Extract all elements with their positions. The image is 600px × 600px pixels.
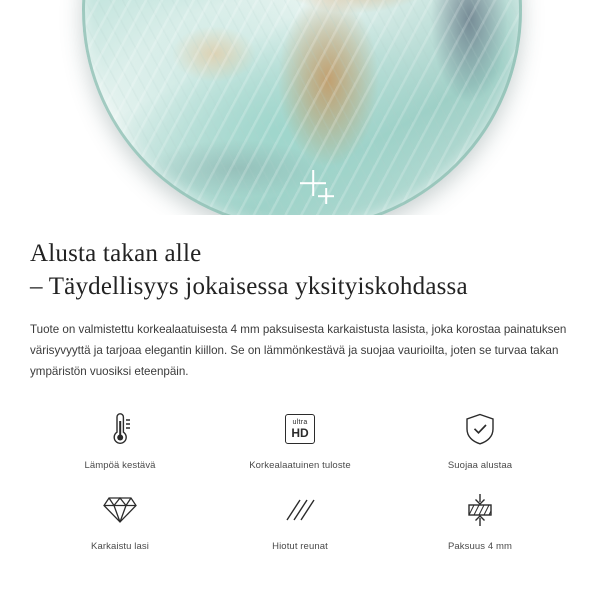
feature-item-tempered-glass: [30, 489, 210, 552]
feature-label: Lämpöä kestävä: [84, 460, 156, 471]
feature-grid: [30, 408, 570, 552]
description-paragraph: Tuote on valmistettu korkealaatuisesta 4 mm paksuisesta karkaistusta lasista, joka korostaa painatuksen värisyvyyttä ja tarjoaa elegantin kiillon. Se on lämmönkestävä ja suojaa vaurioilta, joten se turvaa takan ympäristön vuosiksi eteenpäin.: [30, 323, 567, 378]
thermometer-icon: [103, 408, 137, 450]
ultra-hd-bottom-text: HD: [291, 426, 309, 440]
thickness-arrows-icon: [463, 489, 497, 531]
headline-line-1: Alusta takan alle: [30, 240, 202, 267]
feature-item-thickness: [390, 489, 570, 552]
feature-label: Korkealaatuinen tuloste: [249, 460, 351, 471]
page-title: [30, 237, 570, 303]
diamond-icon: [103, 489, 137, 531]
hero-image-section: [0, 0, 600, 215]
feature-item-high-quality-print: [210, 408, 390, 471]
feature-label: Karkaistu lasi: [91, 541, 149, 552]
feature-label: Paksuus 4 mm: [447, 541, 513, 552]
feature-item-protects-surface: [390, 408, 570, 471]
feature-label: Suojaa alustaa: [447, 460, 513, 471]
content-section: [0, 237, 600, 552]
headline-line-2: – Täydellisyys jokaisessa yksityiskohdassa: [30, 273, 468, 300]
shield-check-icon: [464, 408, 496, 450]
feature-item-polished-edges: [210, 489, 390, 552]
feature-item-heat-resistant: [30, 408, 210, 471]
feature-label: Hiotut reunat: [272, 541, 328, 552]
polished-edges-icon: [283, 489, 317, 531]
ultra-hd-top-text: ultra: [292, 419, 308, 426]
ultra-hd-icon: [285, 408, 315, 450]
marble-glass-disc-image: [82, 0, 522, 215]
